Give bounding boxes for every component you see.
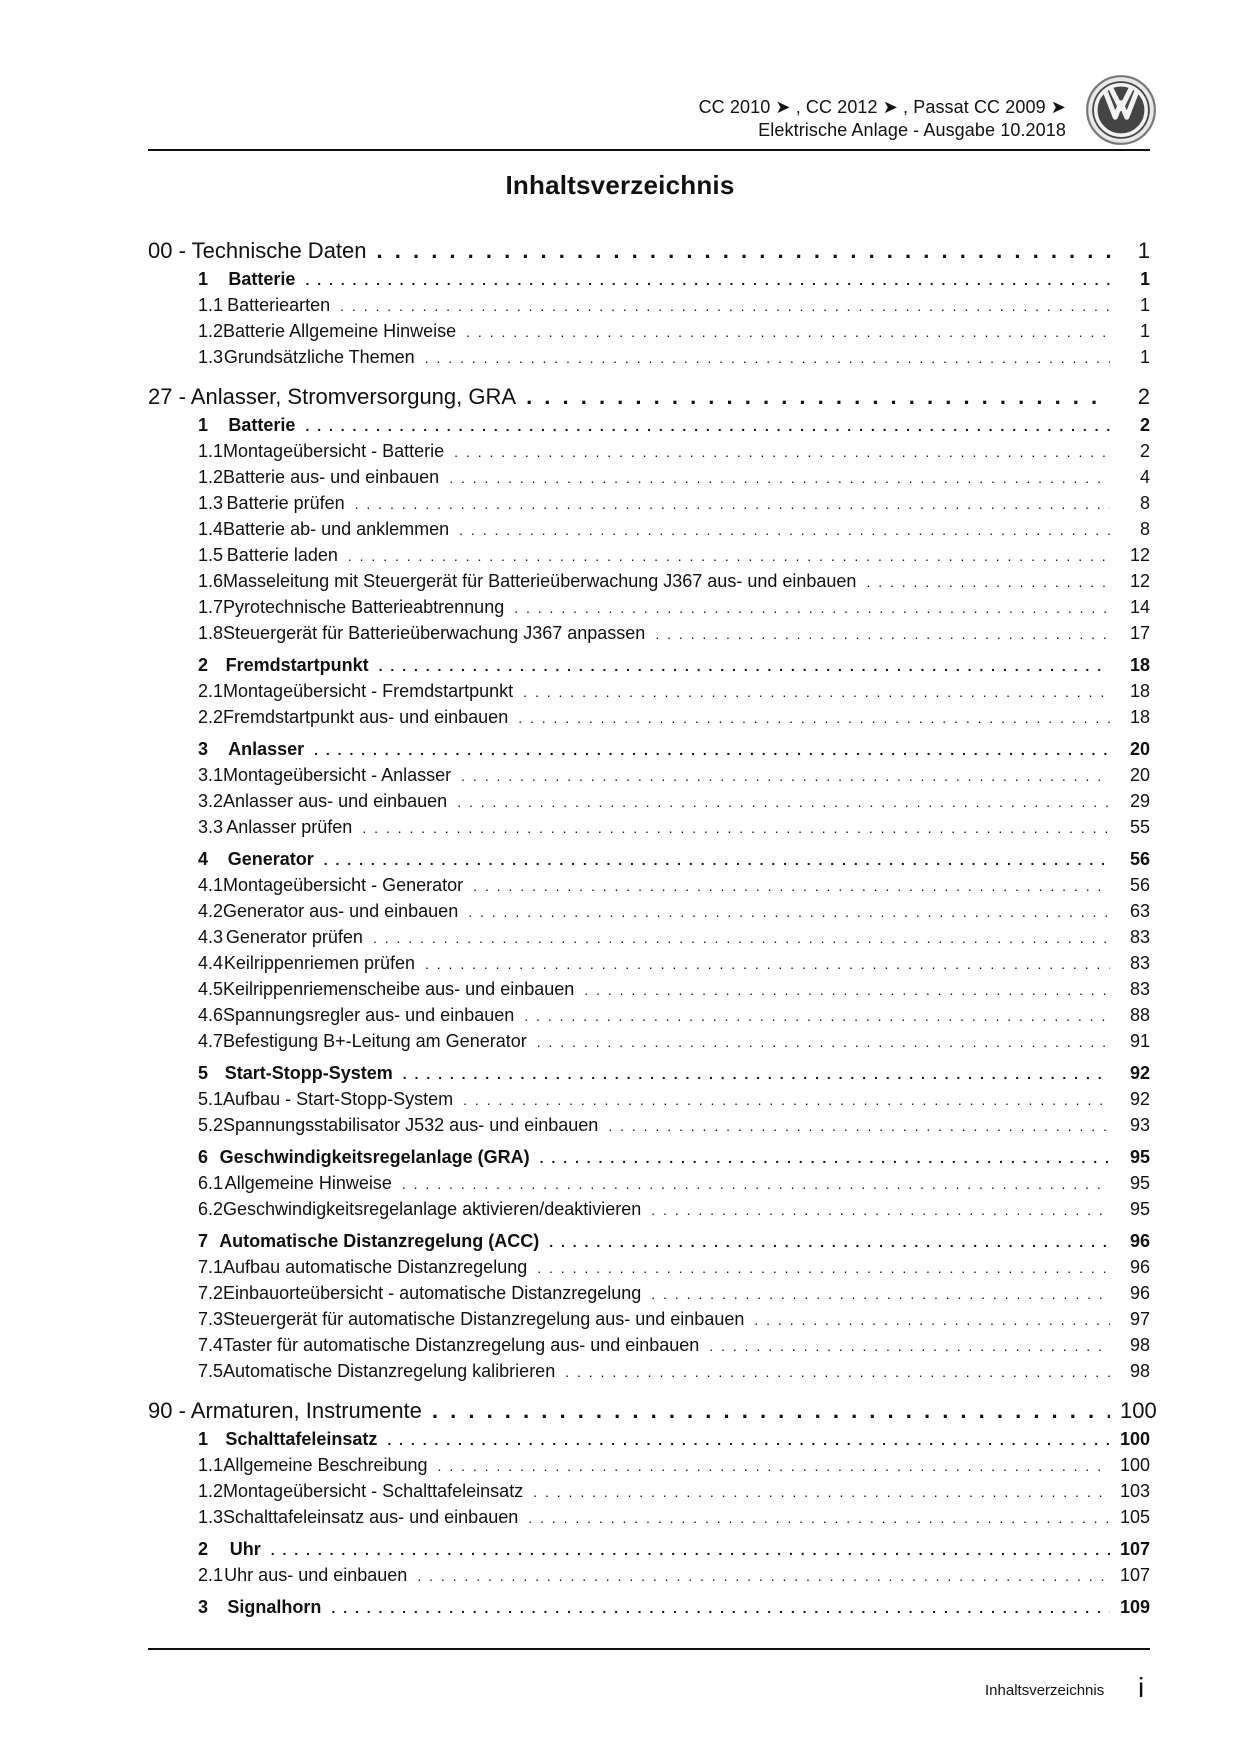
toc-section-number: 1 <box>198 269 209 289</box>
toc-dot-leader <box>463 1086 1110 1113</box>
toc-section-row[interactable] <box>148 1228 1150 1254</box>
toc-page-number: 1 <box>1139 321 1150 341</box>
toc-page-number: 56 <box>1129 875 1150 895</box>
toc-subsection-title: Batterie Allgemeine Hinweise <box>223 321 457 341</box>
toc-page-number: 103 <box>1120 1481 1151 1501</box>
toc-subsection-number: 7.3 <box>198 1309 224 1329</box>
toc-dot-leader <box>524 1002 1110 1029</box>
toc-subsection-row[interactable] <box>148 678 1150 704</box>
toc-page-number: 56 <box>1129 849 1150 869</box>
toc-section-number: 1 <box>198 415 209 435</box>
toc-subsection-title: Batterie aus- und einbauen <box>223 467 440 487</box>
toc-subsection-title: Taster für automatische Distanzregelung aus- und einbauen <box>223 1335 700 1355</box>
toc-dot-leader <box>314 736 1110 763</box>
toc-page-number: 14 <box>1129 597 1150 617</box>
toc-subsection-row[interactable] <box>148 1562 1150 1588</box>
toc-dot-leader <box>655 620 1110 647</box>
toc-subsection-row[interactable] <box>148 542 1150 568</box>
toc-dot-leader <box>528 1504 1110 1531</box>
toc-subsection-number: 1.7 <box>198 597 224 617</box>
toc-dot-leader <box>425 950 1110 977</box>
toc-subsection-row[interactable] <box>148 1170 1150 1196</box>
toc-subsection-number: 2.1 <box>198 681 224 701</box>
toc-page-number: 105 <box>1120 1507 1151 1527</box>
toc-subsection-row[interactable] <box>148 594 1150 620</box>
toc-page-number: 1 <box>1137 238 1150 263</box>
toc-dot-leader <box>457 788 1110 815</box>
toc-chapter-title: 90 - Armaturen, Instrumente <box>148 1398 422 1423</box>
toc-page-number: 100 <box>1120 1398 1157 1423</box>
toc-page-number: 93 <box>1129 1115 1150 1135</box>
toc-page-number: 96 <box>1129 1231 1150 1251</box>
toc-subsection-title: Batterie ab- und anklemmen <box>223 519 450 539</box>
toc-subsection-number: 1.2 <box>198 1481 224 1501</box>
toc-dot-leader <box>340 292 1110 319</box>
toc-dot-leader <box>466 318 1110 345</box>
toc-section-number: 7 <box>198 1231 209 1251</box>
toc-dot-leader <box>387 1426 1110 1453</box>
toc-subsection-number: 1.2 <box>198 321 224 341</box>
toc-dot-leader <box>540 1144 1110 1171</box>
toc-subsection-title: Aufbau automatische Distanzregelung <box>223 1257 528 1277</box>
toc-dot-leader <box>271 1536 1110 1563</box>
toc-subsection-row[interactable] <box>148 814 1150 840</box>
toc-subsection-number: 1.5 <box>198 545 224 565</box>
toc-page-number: 83 <box>1129 953 1150 973</box>
toc-section-row[interactable] <box>148 1594 1150 1620</box>
toc-section-title: Uhr <box>229 1539 261 1559</box>
toc-subsection-row[interactable] <box>148 898 1150 924</box>
toc-page-number: 63 <box>1129 901 1150 921</box>
toc-dot-leader <box>584 976 1110 1003</box>
toc-subsection-number: 4.6 <box>198 1005 224 1025</box>
toc-subsection-number: 1.2 <box>198 467 224 487</box>
toc-subsection-number: 7.1 <box>198 1257 224 1277</box>
toc-section-number: 4 <box>198 849 209 869</box>
toc-page-number: 2 <box>1137 384 1150 409</box>
toc-section-number: 3 <box>198 1597 209 1617</box>
toc-subsection-title: Generator prüfen <box>225 927 363 947</box>
toc-subsection-title: Anlasser prüfen <box>226 817 353 837</box>
toc-dot-leader <box>514 594 1110 621</box>
toc-page-number: 17 <box>1129 623 1150 643</box>
toc-chapter-row[interactable] <box>148 236 1150 266</box>
toc-subsection-title: Spannungsstabilisator J532 aus- und einbauen <box>223 1115 599 1135</box>
toc-section-row[interactable] <box>148 1426 1150 1452</box>
toc-subsection-title: Spannungsregler aus- und einbauen <box>223 1005 515 1025</box>
toc-page-number: 1 <box>1139 347 1150 367</box>
toc-dot-leader <box>377 236 1110 266</box>
toc-section-row[interactable] <box>148 1144 1150 1170</box>
toc-section-title: Anlasser <box>228 739 305 759</box>
toc-subsection-row[interactable] <box>148 1452 1150 1478</box>
toc-dot-leader <box>518 704 1110 731</box>
toc-page-number: 88 <box>1129 1005 1150 1025</box>
toc-page-number: 20 <box>1129 765 1150 785</box>
toc-dot-leader <box>417 1562 1110 1589</box>
toc-page-number: 107 <box>1120 1565 1151 1585</box>
toc-subsection-number: 4.1 <box>198 875 224 895</box>
toc-dot-leader <box>305 412 1110 439</box>
toc-dot-leader <box>754 1306 1110 1333</box>
toc-dot-leader <box>866 568 1110 595</box>
toc-subsection-number: 3.2 <box>198 791 224 811</box>
toc-page-number: 2 <box>1139 441 1150 461</box>
toc-dot-leader <box>324 846 1110 873</box>
header-edition: Elektrische Anlage - Ausgabe 10.2018 <box>758 120 1066 140</box>
toc-dot-leader <box>362 814 1110 841</box>
toc-dot-leader <box>438 1452 1110 1479</box>
toc-subsection-row[interactable] <box>148 872 1150 898</box>
toc-subsection-number: 4.2 <box>198 901 224 921</box>
toc-page-number: 29 <box>1129 791 1150 811</box>
toc-dot-leader <box>608 1112 1110 1139</box>
toc-subsection-row[interactable] <box>148 950 1150 976</box>
toc-dot-leader <box>373 924 1110 951</box>
toc-subsection-title: Montageübersicht - Schalttafeleinsatz <box>223 1481 524 1501</box>
toc-section-number: 6 <box>198 1147 209 1167</box>
toc-section-number: 2 <box>198 655 209 675</box>
toc-page-number: 96 <box>1129 1283 1150 1303</box>
toc-dot-leader <box>379 652 1110 679</box>
toc-section-number: 5 <box>198 1063 209 1083</box>
toc-dot-leader <box>331 1594 1110 1621</box>
toc-chapter-row[interactable] <box>148 1396 1157 1426</box>
toc-page-number: 2 <box>1139 415 1150 435</box>
toc-subsection-row[interactable] <box>148 1028 1150 1054</box>
toc-subsection-row[interactable] <box>148 704 1150 730</box>
toc-subsection-title: Uhr aus- und einbauen <box>224 1565 408 1585</box>
toc-subsection-row[interactable] <box>148 1358 1150 1384</box>
toc-dot-leader <box>526 382 1110 412</box>
toc-section-row[interactable] <box>148 652 1150 678</box>
toc-page-number: 92 <box>1129 1063 1150 1083</box>
toc-subsection-row[interactable] <box>148 1002 1150 1028</box>
toc-section-title: Automatische Distanzregelung (ACC) <box>219 1231 540 1251</box>
toc-subsection-number: 2.1 <box>198 1565 224 1585</box>
toc-section-row[interactable] <box>148 266 1150 292</box>
toc-subsection-row[interactable] <box>148 1332 1150 1358</box>
toc-subsection-title: Allgemeine Beschreibung <box>223 1455 428 1475</box>
toc-subsection-number: 2.2 <box>198 707 224 727</box>
footer-page-number: i <box>1138 1672 1145 1703</box>
toc-subsection-number: 1.3 <box>198 347 224 367</box>
toc-subsection-number: 7.5 <box>198 1361 224 1381</box>
toc-page-number: 95 <box>1129 1173 1150 1193</box>
toc-subsection-title: Befestigung B+-Leitung am Generator <box>223 1031 527 1051</box>
toc-subsection-row[interactable] <box>148 568 1150 594</box>
toc-subsection-row[interactable] <box>148 1306 1150 1332</box>
toc-subsection-title: Keilrippenriemen prüfen <box>223 953 415 973</box>
toc-dot-leader <box>537 1028 1110 1055</box>
toc-page-number: 83 <box>1129 927 1150 947</box>
toc-subsection-title: Einbauorteübersicht - automatische Distanzregelung <box>223 1283 642 1303</box>
toc-page-number: 107 <box>1120 1539 1151 1559</box>
toc-subsection-number: 1.1 <box>198 441 224 461</box>
toc-subsection-row[interactable] <box>148 1504 1150 1530</box>
toc-subsection-row[interactable] <box>148 976 1150 1002</box>
toc-section-row[interactable] <box>148 1536 1150 1562</box>
toc-subsection-number: 5.1 <box>198 1089 224 1109</box>
toc-subsection-number: 4.3 <box>198 927 224 947</box>
toc-subsection-title: Automatische Distanzregelung kalibrieren <box>223 1361 556 1381</box>
toc-subsection-row[interactable] <box>148 620 1150 646</box>
toc-section-title: Start-Stopp-System <box>224 1063 393 1083</box>
toc-subsection-number: 1.3 <box>198 493 224 513</box>
toc-section-number: 3 <box>198 739 209 759</box>
header-models: CC 2010 ➤ , CC 2012 ➤ , Passat CC 2009 ➤ <box>698 97 1066 117</box>
toc-subsection-number: 1.6 <box>198 571 224 591</box>
toc-subsection-row[interactable] <box>148 788 1150 814</box>
toc-section-title: Batterie <box>228 415 296 435</box>
toc-page-number: 55 <box>1129 817 1150 837</box>
toc-dot-leader <box>402 1170 1110 1197</box>
toc-page-number: 95 <box>1129 1147 1150 1167</box>
toc-subsection-title: Allgemeine Hinweise <box>224 1173 392 1193</box>
toc-dot-leader <box>709 1332 1110 1359</box>
toc-subsection-title: Batterie prüfen <box>226 493 345 513</box>
toc-dot-leader <box>432 1396 1110 1426</box>
toc-subsection-row[interactable] <box>148 490 1150 516</box>
toc-page-number: 4 <box>1139 467 1150 487</box>
toc-section-number: 2 <box>198 1539 209 1559</box>
toc-section-row[interactable] <box>148 736 1150 762</box>
toc-dot-leader <box>651 1196 1110 1223</box>
toc-subsection-number: 4.4 <box>198 953 224 973</box>
table-of-contents <box>148 236 1157 1620</box>
toc-dot-leader <box>537 1254 1110 1281</box>
toc-subsection-title: Batterie laden <box>226 545 338 565</box>
toc-page-number: 8 <box>1139 493 1150 513</box>
toc-page-number: 20 <box>1129 739 1150 759</box>
toc-section-title: Fremdstartpunkt <box>225 655 369 675</box>
toc-dot-leader <box>468 898 1110 925</box>
toc-dot-leader <box>454 438 1110 465</box>
toc-subsection-title: Anlasser aus- und einbauen <box>223 791 448 811</box>
toc-subsection-title: Geschwindigkeitsregelanlage aktivieren/deaktivieren <box>223 1199 642 1219</box>
toc-chapter-title: 00 - Technische Daten <box>148 238 367 263</box>
toc-dot-leader <box>449 464 1110 491</box>
toc-page-number: 92 <box>1129 1089 1150 1109</box>
toc-section-title: Schalttafeleinsatz <box>225 1429 378 1449</box>
toc-page-number: 12 <box>1129 571 1150 591</box>
toc-page-number: 100 <box>1120 1455 1151 1475</box>
toc-section-number: 1 <box>198 1429 209 1449</box>
toc-dot-leader <box>459 516 1110 543</box>
toc-subsection-row[interactable] <box>148 1112 1150 1138</box>
toc-subsection-number: 7.2 <box>198 1283 224 1303</box>
toc-chapter-row[interactable] <box>148 382 1150 412</box>
toc-page-number: 18 <box>1129 681 1150 701</box>
toc-page-number: 98 <box>1129 1361 1150 1381</box>
toc-subsection-title: Batteriearten <box>227 295 331 315</box>
toc-subsection-number: 7.4 <box>198 1335 224 1355</box>
toc-chapter-title: 27 - Anlasser, Stromversorgung, GRA <box>148 384 517 409</box>
toc-page-number: 18 <box>1129 655 1150 675</box>
toc-subsection-title: Grundsätzliche Themen <box>223 347 415 367</box>
toc-subsection-title: Masseleitung mit Steuergerät für Batterieüberwachung J367 aus- und einbauen <box>223 571 857 591</box>
toc-subsection-row[interactable] <box>148 292 1150 318</box>
toc-subsection-number: 1.4 <box>198 519 224 539</box>
toc-subsection-title: Steuergerät für Batterieüberwachung J367 anpassen <box>223 623 646 643</box>
toc-subsection-title: Montageübersicht - Batterie <box>223 441 445 461</box>
toc-page-number: 12 <box>1129 545 1150 565</box>
toc-subsection-row[interactable] <box>148 762 1150 788</box>
toc-dot-leader <box>533 1478 1110 1505</box>
toc-page-number: 1 <box>1139 295 1150 315</box>
toc-subsection-number: 1.8 <box>198 623 224 643</box>
toc-subsection-row[interactable] <box>148 1254 1150 1280</box>
toc-subsection-title: Schalttafeleinsatz aus- und einbauen <box>223 1507 519 1527</box>
toc-subsection-title: Keilrippenriemenscheibe aus- und einbauen <box>223 979 575 999</box>
footer-label: Inhaltsverzeichnis <box>985 1682 1105 1699</box>
toc-subsection-number: 1.1 <box>198 1455 224 1475</box>
toc-page-number: 98 <box>1129 1335 1150 1355</box>
toc-subsection-row[interactable] <box>148 344 1150 370</box>
toc-subsection-title: Montageübersicht - Generator <box>223 875 464 895</box>
toc-page-number: 97 <box>1129 1309 1150 1329</box>
toc-subsection-number: 6.1 <box>198 1173 224 1193</box>
toc-section-title: Batterie <box>228 269 296 289</box>
toc-subsection-title: Generator aus- und einbauen <box>223 901 459 921</box>
toc-subsection-row[interactable] <box>148 464 1150 490</box>
toc-section-title: Generator <box>227 849 314 869</box>
toc-subsection-number: 5.2 <box>198 1115 224 1135</box>
toc-dot-leader <box>549 1228 1110 1255</box>
toc-dot-leader <box>355 490 1110 517</box>
toc-page-number: 91 <box>1129 1031 1150 1051</box>
toc-bottom-rule <box>148 1648 1150 1650</box>
toc-subsection-title: Aufbau - Start-Stopp-System <box>223 1089 454 1109</box>
toc-section-row[interactable] <box>148 1060 1150 1086</box>
toc-page-number: 1 <box>1139 269 1150 289</box>
toc-dot-leader <box>565 1358 1110 1385</box>
toc-subsection-row[interactable] <box>148 1478 1150 1504</box>
toc-subsection-row[interactable] <box>148 1280 1150 1306</box>
toc-dot-leader <box>348 542 1110 569</box>
toc-subsection-number: 4.5 <box>198 979 224 999</box>
toc-subsection-title: Fremdstartpunkt aus- und einbauen <box>223 707 509 727</box>
toc-subsection-number: 1.1 <box>198 295 224 315</box>
toc-subsection-title: Montageübersicht - Fremdstartpunkt <box>223 681 514 701</box>
toc-page-number: 8 <box>1139 519 1150 539</box>
toc-dot-leader <box>305 266 1110 293</box>
toc-subsection-row[interactable] <box>148 1086 1150 1112</box>
toc-page-number: 83 <box>1129 979 1150 999</box>
toc-page-number: 95 <box>1129 1199 1150 1219</box>
vw-logo <box>1085 74 1157 146</box>
toc-subsection-title: Steuergerät für automatische Distanzregelung aus- und einbauen <box>223 1309 745 1329</box>
toc-dot-leader <box>651 1280 1110 1307</box>
toc-subsection-title: Montageübersicht - Anlasser <box>223 765 452 785</box>
toc-subsection-row[interactable] <box>148 516 1150 542</box>
toc-subsection-number: 3.1 <box>198 765 224 785</box>
toc-subsection-number: 1.3 <box>198 1507 224 1527</box>
toc-section-row[interactable] <box>148 412 1150 438</box>
toc-subsection-row[interactable] <box>148 318 1150 344</box>
toc-dot-leader <box>403 1060 1110 1087</box>
toc-page-number: 109 <box>1120 1597 1151 1617</box>
toc-subsection-number: 4.7 <box>198 1031 224 1051</box>
toc-dot-leader <box>523 678 1110 705</box>
toc-subsection-title: Pyrotechnische Batterieabtrennung <box>223 597 505 617</box>
toc-dot-leader <box>461 762 1110 789</box>
toc-subsection-number: 3.3 <box>198 817 224 837</box>
toc-section-row[interactable] <box>148 846 1150 872</box>
toc-subsection-number: 6.2 <box>198 1199 224 1219</box>
toc-dot-leader <box>425 344 1110 371</box>
toc-subsection-row[interactable] <box>148 438 1150 464</box>
toc-page-number: 18 <box>1129 707 1150 727</box>
page-title: Inhaltsverzeichnis <box>505 170 735 200</box>
document-header <box>148 96 1066 142</box>
toc-subsection-row[interactable] <box>148 1196 1150 1222</box>
toc-dot-leader <box>473 872 1110 899</box>
header-rule <box>148 149 1150 151</box>
toc-page-number: 96 <box>1129 1257 1150 1277</box>
toc-page-number: 100 <box>1120 1429 1151 1449</box>
toc-section-title: Geschwindigkeitsregelanlage (GRA) <box>219 1147 530 1167</box>
toc-section-title: Signalhorn <box>227 1597 322 1617</box>
toc-subsection-row[interactable] <box>148 924 1150 950</box>
